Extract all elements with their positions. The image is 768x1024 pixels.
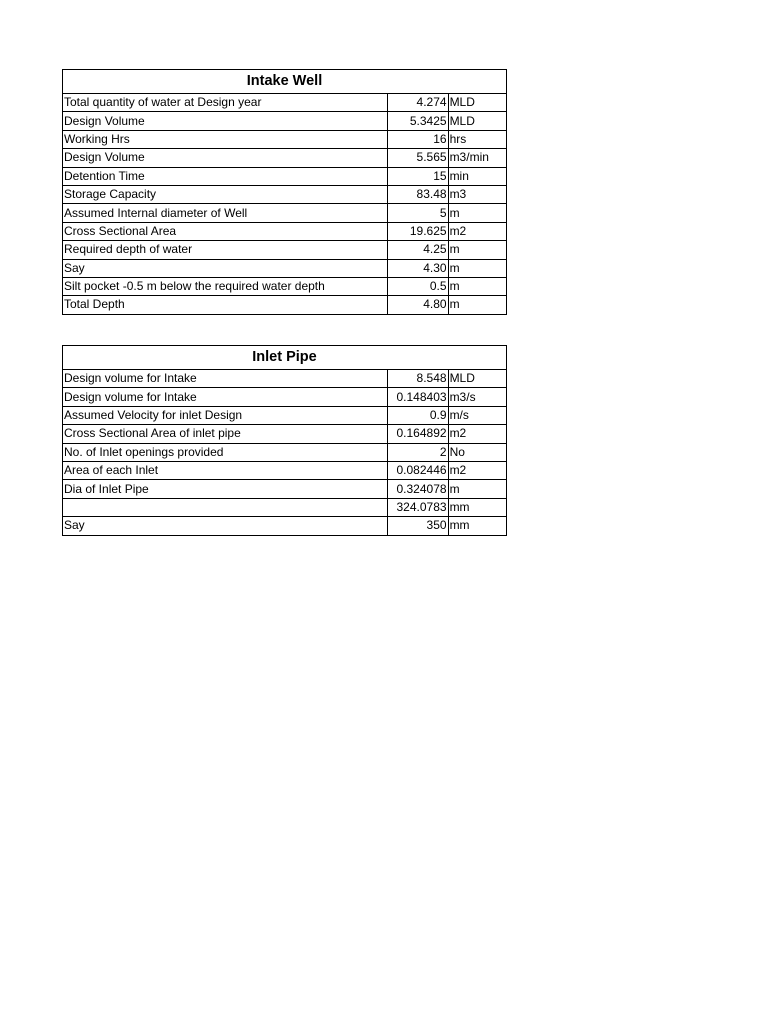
- row-value: 8.548: [388, 370, 448, 388]
- table-row: [63, 296, 507, 314]
- table-row: [63, 480, 507, 498]
- row-label: Design volume for Intake: [63, 388, 388, 406]
- row-unit: hrs: [448, 130, 506, 148]
- row-unit: m2: [448, 222, 506, 240]
- table-row: [63, 167, 507, 185]
- row-unit: mm: [448, 498, 506, 516]
- row-unit: mm: [448, 517, 506, 535]
- row-value: 83.48: [388, 185, 448, 203]
- row-label: Design Volume: [63, 112, 388, 130]
- row-value: 16: [388, 130, 448, 148]
- row-label: [63, 498, 388, 516]
- row-label: No. of Inlet openings provided: [63, 443, 388, 461]
- row-unit: m: [448, 241, 506, 259]
- row-value: 0.082446: [388, 461, 448, 479]
- row-label: Say: [63, 517, 388, 535]
- table-row: [63, 241, 507, 259]
- table-row: [63, 443, 507, 461]
- row-label: Detention Time: [63, 167, 388, 185]
- table-row: [63, 149, 507, 167]
- table-row: [63, 388, 507, 406]
- table-row: [63, 461, 507, 479]
- row-value: 19.625: [388, 222, 448, 240]
- table-row: [63, 130, 507, 148]
- row-value: 15: [388, 167, 448, 185]
- row-unit: m: [448, 480, 506, 498]
- row-unit: m: [448, 204, 506, 222]
- row-value: 2: [388, 443, 448, 461]
- row-unit: MLD: [448, 112, 506, 130]
- intake-well-title: Intake Well: [63, 70, 507, 94]
- row-value: 4.25: [388, 241, 448, 259]
- table-row: [63, 185, 507, 203]
- row-label: Say: [63, 259, 388, 277]
- table-row: [63, 517, 507, 535]
- row-value: 5.565: [388, 149, 448, 167]
- inlet-pipe-title-row: [63, 346, 507, 370]
- table-row: [63, 425, 507, 443]
- row-unit: min: [448, 167, 506, 185]
- row-unit: m: [448, 259, 506, 277]
- row-label: Design volume for Intake: [63, 370, 388, 388]
- row-value: 5: [388, 204, 448, 222]
- table-row: [63, 222, 507, 240]
- row-label: Design Volume: [63, 149, 388, 167]
- table-row: [63, 370, 507, 388]
- row-label: Storage Capacity: [63, 185, 388, 203]
- row-value: 0.324078: [388, 480, 448, 498]
- row-unit: m2: [448, 425, 506, 443]
- row-unit: m: [448, 277, 506, 295]
- row-label: Working Hrs: [63, 130, 388, 148]
- intake-well-table: [62, 69, 507, 315]
- row-value: 324.0783: [388, 498, 448, 516]
- row-unit: m3: [448, 185, 506, 203]
- table-row: [63, 406, 507, 424]
- table-row: [63, 277, 507, 295]
- row-value: 5.3425: [388, 112, 448, 130]
- row-value: 0.5: [388, 277, 448, 295]
- inlet-pipe-body: [63, 346, 507, 536]
- row-value: 4.274: [388, 94, 448, 112]
- row-unit: m: [448, 296, 506, 314]
- row-unit: m3/min: [448, 149, 506, 167]
- table-row: [63, 112, 507, 130]
- row-value: 4.80: [388, 296, 448, 314]
- row-unit: MLD: [448, 94, 506, 112]
- row-label: Total quantity of water at Design year: [63, 94, 388, 112]
- row-unit: m/s: [448, 406, 506, 424]
- table-row: [63, 94, 507, 112]
- row-label: Area of each Inlet: [63, 461, 388, 479]
- row-value: 4.30: [388, 259, 448, 277]
- intake-well-body: [63, 70, 507, 315]
- row-label: Required depth of water: [63, 241, 388, 259]
- row-value: 0.9: [388, 406, 448, 424]
- row-label: Dia of Inlet Pipe: [63, 480, 388, 498]
- table-row: [63, 498, 507, 516]
- table-row: [63, 204, 507, 222]
- row-label: Total Depth: [63, 296, 388, 314]
- row-label: Assumed Internal diameter of Well: [63, 204, 388, 222]
- row-label: Silt pocket -0.5 m below the required water depth: [63, 277, 388, 295]
- intake-well-title-row: [63, 70, 507, 94]
- row-unit: m2: [448, 461, 506, 479]
- row-value: 0.164892: [388, 425, 448, 443]
- inlet-pipe-title: Inlet Pipe: [63, 346, 507, 370]
- row-unit: MLD: [448, 370, 506, 388]
- row-label: Cross Sectional Area: [63, 222, 388, 240]
- row-unit: No: [448, 443, 506, 461]
- row-label: Assumed Velocity for inlet Design: [63, 406, 388, 424]
- table-row: [63, 259, 507, 277]
- inlet-pipe-table: [62, 345, 507, 536]
- row-label: Cross Sectional Area of inlet pipe: [63, 425, 388, 443]
- row-value: 350: [388, 517, 448, 535]
- row-unit: m3/s: [448, 388, 506, 406]
- row-value: 0.148403: [388, 388, 448, 406]
